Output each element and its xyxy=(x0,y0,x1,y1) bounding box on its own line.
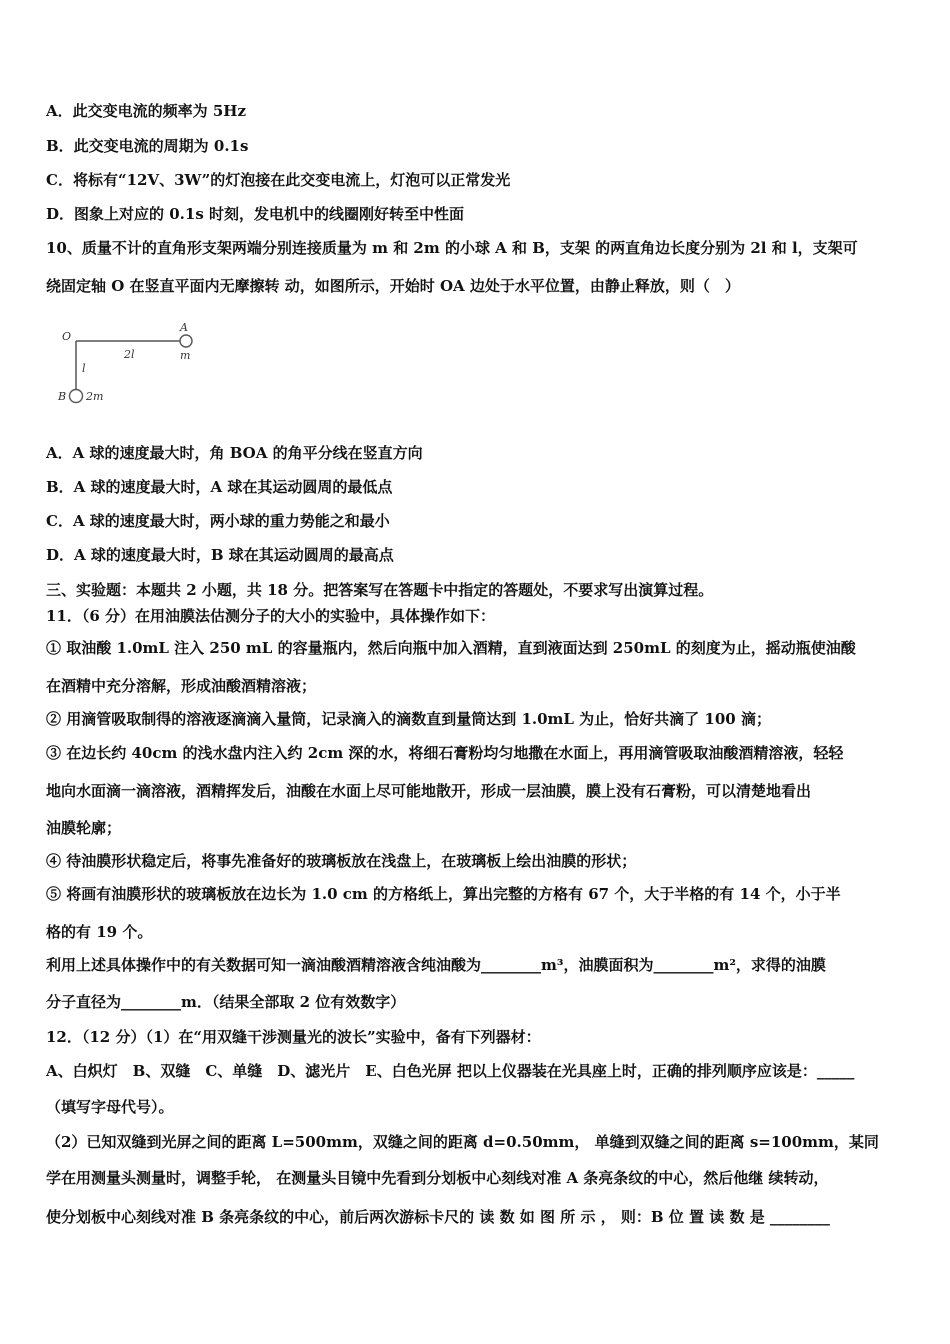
q10-option-b: B．A 球的速度最大时，A 球在其运动圆周的最低点 xyxy=(46,478,393,496)
q9-option-b: B．此交变电流的周期为 0.1s xyxy=(46,137,249,155)
q10-stem-line2: 绕固定轴 O 在竖直平面内无摩擦转 动，如图所示，开始时 OA 边处于水平位置，由静止释放，则（ ） xyxy=(46,277,740,295)
section3-heading: 三、实验题：本题共 2 小题，共 18 分。把答案写在答题卡中指定的答题处，不要求写出演算过程。 xyxy=(46,581,714,599)
q10-option-a: A．A 球的速度最大时，角 BOA 的角平分线在竖直方向 xyxy=(46,444,423,462)
q10-option-c: C．A 球的速度最大时，两小球的重力势能之和最小 xyxy=(46,512,390,530)
label-2l: 2l xyxy=(124,348,135,361)
q12-line: 学在用测量头测量时，调整手轮， 在测量头目镜中先看到分划板中心刻线对准 A 条亮条纹的中心，然后他继 续转动， xyxy=(46,1169,829,1187)
label-o: O xyxy=(62,330,72,343)
q11-line: ② 用滴管吸取制得的溶液逐滴滴入量筒，记录滴入的滴数直到量筒达到 1.0mL 为止，恰好共滴了 100 滴； xyxy=(46,710,771,728)
label-2m: 2m xyxy=(86,390,104,403)
q10-stem-line1: 10、质量不计的直角形支架两端分别连接质量为 m 和 2m 的小球 A 和 B，支架 的两直角边长度分别为 2l 和 l，支架可 xyxy=(46,239,858,257)
q11-line: ⑤ 将画有油膜形状的玻璃板放在边长为 1.0 cm 的方格纸上，算出完整的方格有 67 个，大于半格的有 14 个，小于半 xyxy=(46,885,841,903)
q12-line: （2）已知双缝到光屏之间的距离 L=500mm，双缝之间的距离 d=0.50mm， 单缝到双缝之间的距离 s=100mm，某同 xyxy=(46,1133,879,1151)
q12-title: 12．（12 分）（1）在“用双缝干涉测量光的波长”实验中，备有下列器材： xyxy=(46,1028,541,1046)
q11-line: ① 取油酸 1.0mL 注入 250 mL 的容量瓶内，然后向瓶中加入酒精，直到液面达到 250mL 的刻度为止，摇动瓶使油酸 xyxy=(46,639,856,657)
q12-line: （填写字母代号）。 xyxy=(46,1098,174,1116)
q11-line: 油膜轮廓； xyxy=(46,819,122,837)
q11-line: 利用上述具体操作中的有关数据可知一滴油酸酒精溶液含纯油酸为________m³，油膜面积为________m²，求得的油膜 xyxy=(46,956,826,974)
q11-title: 11．（6 分）在用油膜法估测分子的大小的实验中，具体操作如下： xyxy=(46,607,496,625)
q9-option-c: C．将标有“12V、3W”的灯泡接在此交变电流上，灯泡可以正常发光 xyxy=(46,171,511,189)
ball-a xyxy=(180,335,192,347)
label-l: l xyxy=(82,362,86,375)
q12-line: A、白炽灯 B、双缝 C、单缝 D、滤光片 E、白色光屏 把以上仪器装在光具座上时，正确的排列顺序应该是：_____ xyxy=(46,1062,855,1080)
label-b: B xyxy=(58,390,67,403)
q9-option-d: D．图象上对应的 0.1s 时刻，发电机中的线圈刚好转至中性面 xyxy=(46,205,464,223)
q10-option-d: D．A 球的速度最大时，B 球在其运动圆周的最高点 xyxy=(46,546,394,564)
q11-line: ④ 待油膜形状稳定后，将事先准备好的玻璃板放在浅盘上，在玻璃板上绘出油膜的形状； xyxy=(46,852,637,870)
label-m: m xyxy=(180,349,191,362)
q11-line: 地向水面滴一滴溶液，酒精挥发后，油酸在水面上尽可能地散开，形成一层油膜，膜上没有石膏粉，可以清楚地看出 xyxy=(46,782,812,800)
q11-line: 格的有 19 个。 xyxy=(46,923,153,941)
label-a: A xyxy=(180,321,188,334)
q10-figure xyxy=(54,318,204,410)
ball-b xyxy=(70,390,83,403)
q11-line: 在酒精中充分溶解，形成油酸酒精溶液； xyxy=(46,677,317,695)
q11-line: 分子直径为________m．（结果全部取 2 位有效数字） xyxy=(46,993,406,1011)
q9-option-a: A．此交变电流的频率为 5Hz xyxy=(46,102,246,120)
q11-line: ③ 在边长约 40cm 的浅水盘内注入约 2cm 深的水，将细石膏粉均匀地撒在水面上，再用滴管吸取油酸酒精溶液，轻轻 xyxy=(46,744,844,762)
q12-line: 使分划板中心刻线对准 B 条亮条纹的中心，前后两次游标卡尺的 读 数 如 图 所 示 ， 则：B 位 置 读 数 是 ________ xyxy=(46,1208,830,1226)
bracket-diagram xyxy=(54,318,204,410)
